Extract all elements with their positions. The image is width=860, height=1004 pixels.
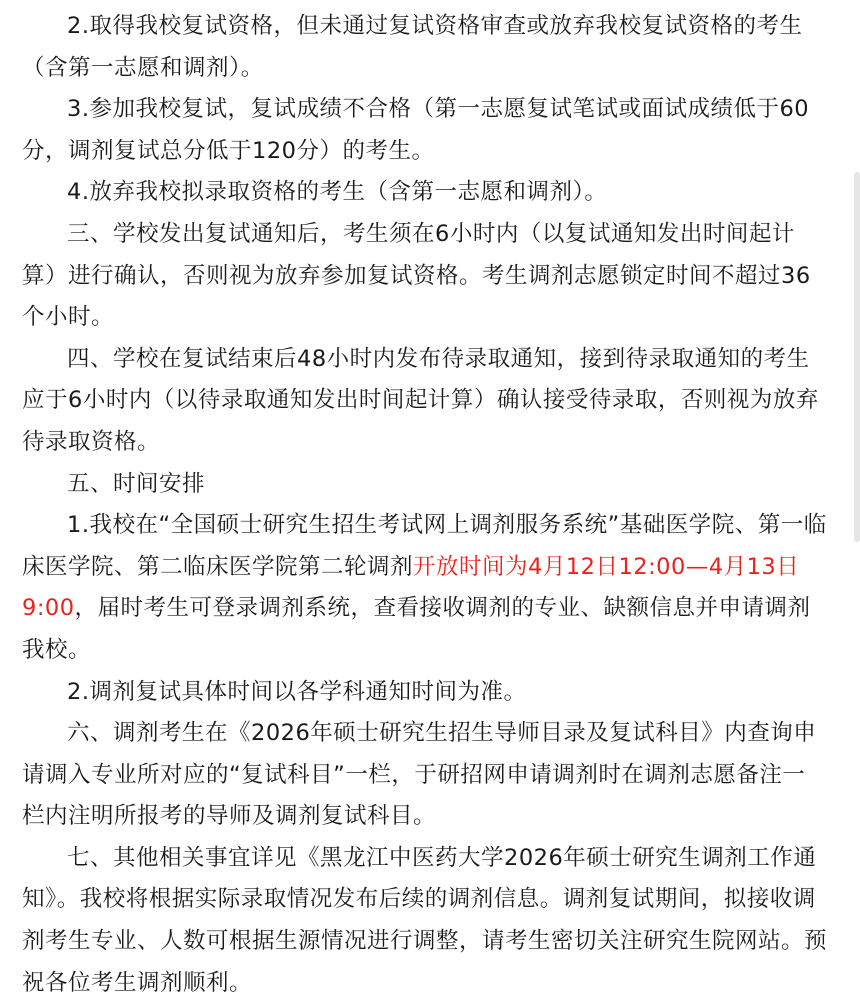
paragraph-section-7: 七、其他相关事宜详见《黑龙江中医药大学2026年硕士研究生调剂工作通知》。我校将根据实际录取情况发布后续的调剂信息。调剂复试期间，拟接收调剂考生专业、人数可根据生源情况进行调整，请考生密切关注研究生院网站。预祝各位考生调剂顺利。 [22,844,828,996]
paragraph-rule-2: 2.取得我校复试资格，但未通过复试资格审查或放弃我校复试资格的考生（含第一志愿和调剂）。 [22,13,803,81]
document-body [22,6,828,1004]
scrollbar[interactable] [854,172,860,542]
paragraph-schedule-2: 2.调剂复试具体时间以各学科通知时间为准。 [67,678,527,705]
paragraph-section-4: 四、学校在复试结束后48小时内发布待录取通知，接到待录取通知的考生应于6小时内（以待录取通知发出时间起计算）确认接受待录取，否则视为放弃待录取资格。 [22,345,819,455]
schedule-text-end: ，届时考生可登录调剂系统，查看接收调剂的专业、缺额信息并申请调剂我校。 [22,595,811,663]
paragraph-rule-4: 4.放弃我校拟录取资格的考生（含第一志愿和调剂）。 [67,179,608,206]
paragraph-section-6: 六、调剂考生在《2026年硕士研究生招生导师目录及复试科目》内查询申请调入专业所对应的“复试科目”一栏，于研招网申请调剂时在调剂志愿备注一栏内注明所报考的导师及调剂复试科目。 [22,720,817,830]
schedule-text-start: 1.我校在“全国硕士研究生招生考试网上调剂服务系统”基础医学院、第一临床医学院、第二临床医学院第二轮调剂 [22,512,827,580]
section-heading-schedule: 五、时间安排 [67,470,206,497]
paragraph-rule-3: 3.参加我校复试，复试成绩不合格（第一志愿复试笔试或面试成绩低于60分，调剂复试总分低于120分）的考生。 [22,96,810,164]
open-time-highlight: 开放时间为4月12日12:00—4月13日9:00 [22,553,800,622]
paragraph-schedule-1 [22,505,828,671]
paragraph-section-3: 三、学校发出复试通知后，考生须在6小时内（以复试通知发出时间起计算）进行确认，否则视为放弃参加复试资格。考生调剂志愿锁定时间不超过36个小时。 [22,220,811,331]
